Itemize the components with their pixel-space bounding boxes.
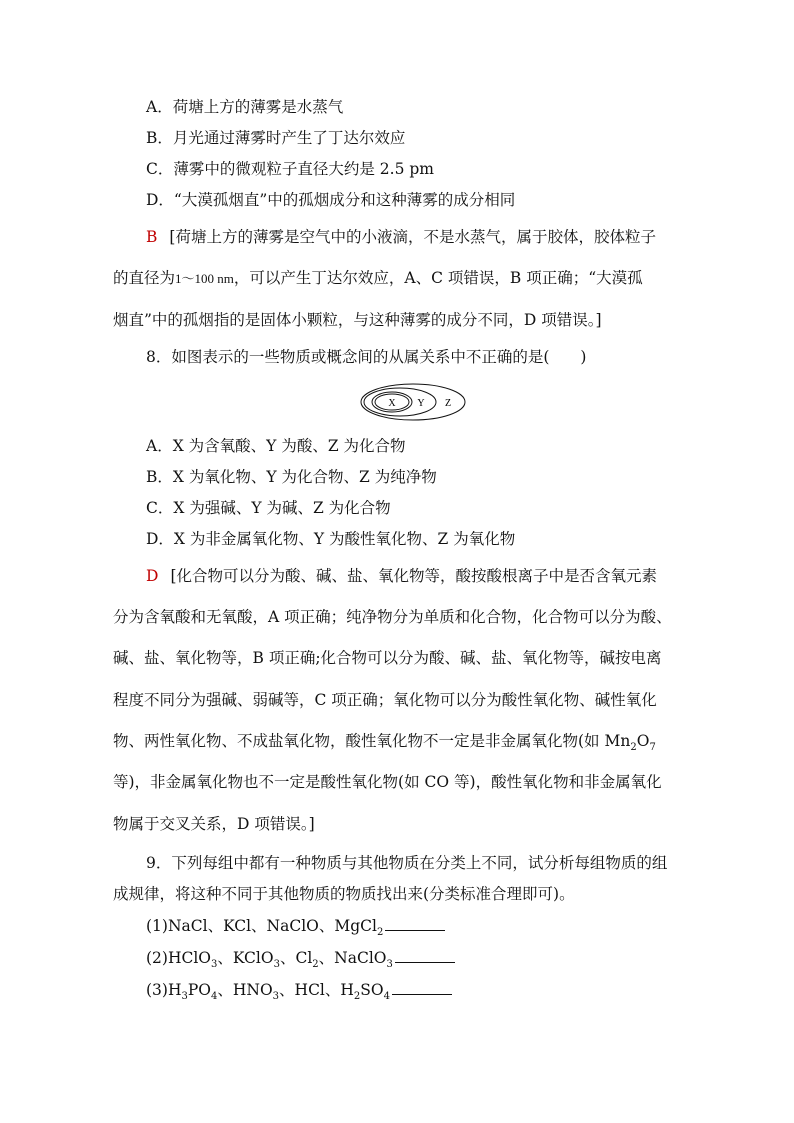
q8-explanation-line-1: D [化合物可以分为酸、碱、盐、氧化物等，酸按酸根离子中是否含氧元素: [146, 567, 657, 585]
q7-option-d: D．“大漠孤烟直”中的孤烟成分和这种薄雾的成分相同: [146, 191, 516, 209]
q7-explanation-line-3: 烟直”中的孤烟指的是固体小颗粒，与这种薄雾的成分不同，D 项错误。]: [113, 311, 602, 329]
q7-answer: B: [146, 228, 158, 246]
q8-option-b: B．X 为氧化物、Y 为化合物、Z 为纯净物: [146, 468, 437, 486]
label-x: X: [388, 398, 396, 409]
q7-option-c: C．薄雾中的微观粒子直径大约是 2.5 pm: [146, 160, 434, 178]
q7-explanation-line-1: B [荷塘上方的薄雾是空气中的小液滴，不是水蒸气，属于胶体，胶体粒子: [146, 228, 656, 246]
answer-blank-2[interactable]: [395, 948, 455, 963]
q8-explanation-line-2: 分为含氧酸和无氧酸，A 项正确；纯净物分为单质和化合物，化合物可以分为酸、: [113, 608, 672, 626]
label-z: Z: [444, 398, 452, 409]
label-y: Y: [417, 398, 425, 409]
q8-explanation-line-4: 程度不同分为强碱、弱碱等，C 项正确；氧化物可以分为酸性氧化物、碱性氧化: [113, 691, 657, 709]
q9-item-1: (1)NaCl、KCl、NaClO、MgCl$_2$: [146, 915, 445, 937]
answer-blank-1[interactable]: [385, 916, 445, 931]
venn-diagram: [360, 383, 466, 421]
q8-explanation-line-3: 碱、盐、氧化物等，B 项正确;化合物可以分为酸、碱、盐、氧化物等，碱按电离: [113, 649, 662, 667]
answer-blank-3[interactable]: [392, 980, 452, 995]
q8-answer: D: [146, 567, 159, 585]
q8-explanation-line-5: 物、两性氧化物、不成盐氧化物，酸性氧化物不一定是非金属氧化物(如 $Mn_2O_7$: [113, 732, 656, 754]
q8-explanation-line-6: 等)，非金属氧化物也不一定是酸性氧化物(如 CO 等)，酸性氧化物和非金属氧化: [113, 773, 662, 791]
q7-option-a: A．荷塘上方的薄雾是水蒸气: [146, 98, 344, 116]
q8-explanation-line-7: 物属于交叉关系，D 项错误。]: [113, 815, 315, 833]
q9-item-3: $(3)H_3PO_4$、$HNO_3$、HCl、$H_2SO_4$: [146, 979, 452, 1001]
q9-item-2: (2)HClO$_3$、KClO$_3$、$Cl_2$、NaClO$_3$: [146, 947, 455, 969]
q7-explanation-line-2: 的直径为1～100 nm，可以产生丁达尔效应，A、C 项错误，B 项正确；“大漠孤: [113, 269, 643, 287]
q8-stem: 8．如图表示的一些物质或概念间的从属关系中不正确的是( ): [146, 348, 587, 366]
q9-stem-line-1: 9．下列每组中都有一种物质与其他物质在分类上不同，试分析每组物质的组: [146, 854, 668, 872]
q8-option-a: A．X 为含氧酸、Y 为酸、Z 为化合物: [146, 437, 406, 455]
q8-option-c: C．X 为强碱、Y 为碱、Z 为化合物: [146, 499, 391, 517]
q7-option-b: B．月光通过薄雾时产生了丁达尔效应: [146, 129, 406, 147]
q8-option-d: D．X 为非金属氧化物、Y 为酸性氧化物、Z 为氧化物: [146, 530, 516, 548]
q9-stem-line-2: 成规律，将这种不同于其他物质的物质找出来(分类标准合理即可)。: [113, 885, 575, 903]
